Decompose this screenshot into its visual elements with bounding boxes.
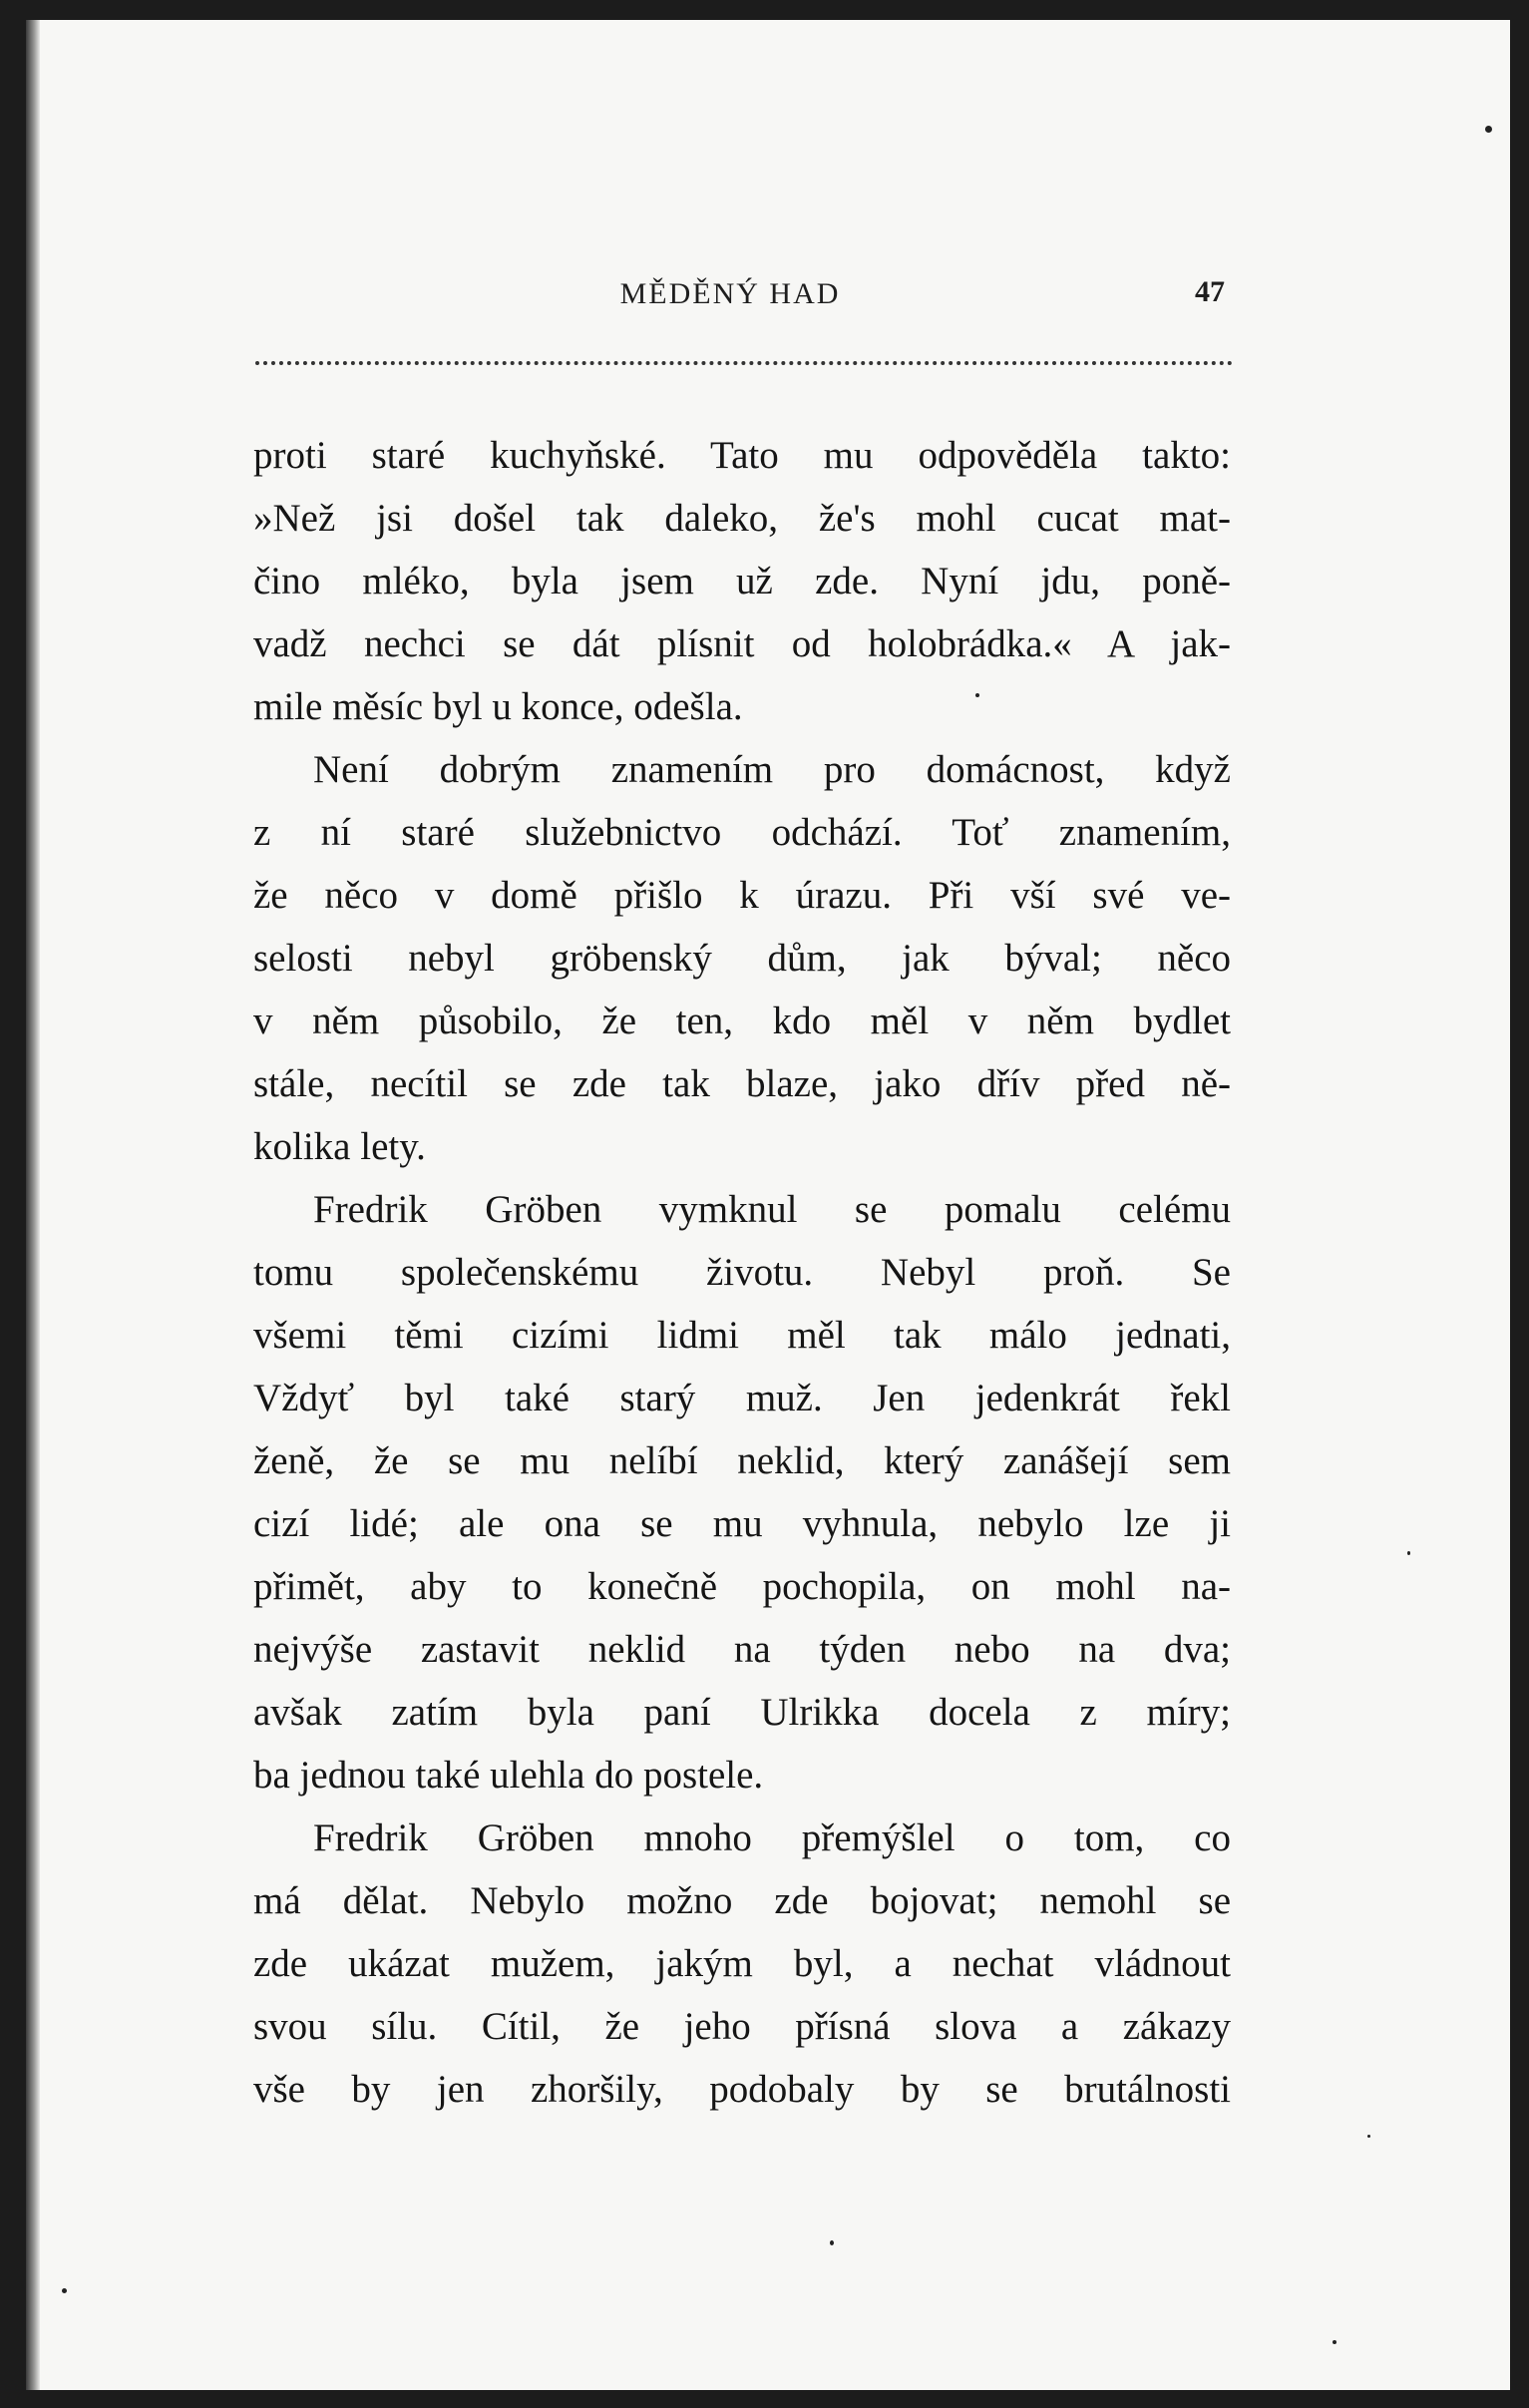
binding-edge [26, 20, 40, 2390]
text-line: Není dobrým znamením pro domácnost, když [313, 748, 1231, 791]
text-line: mile měsíc byl u konce, odešla. [253, 685, 743, 728]
text-line: ba jednou také ulehla do postele. [253, 1754, 764, 1797]
text-line: tomu společenskému životu. Nebyl proň. Se [253, 1251, 1231, 1294]
text-line: Fredrik Gröben vymknul se pomalu celému [313, 1188, 1231, 1231]
text-line: nejvýše zastavit neklid na týden nebo na dva; [253, 1628, 1231, 1671]
text-line: z ní staré služebnictvo odchází. Toť znamením, [253, 811, 1231, 854]
text-line: vše by jen zhoršily, podobaly by se brutálnosti [253, 2068, 1231, 2111]
scan-speck [975, 693, 979, 697]
text-line: zde ukázat mužem, jakým byl, a nechat vládnout [253, 1942, 1231, 1985]
text-line: Vždyť byl také starý muž. Jen jedenkrát řekl [253, 1377, 1231, 1419]
running-title: MĚDĚNÝ HAD [619, 277, 841, 310]
text-line: proti staré kuchyňské. Tato mu odpověděla takto: [253, 434, 1231, 477]
text-line: ženě, že se mu nelíbí neklid, který zanášejí sem [253, 1439, 1231, 1482]
scan-speck [1407, 1551, 1410, 1555]
text-line: svou sílu. Cítil, že jeho přísná slova a zákazy [253, 2005, 1231, 2048]
page-number: 47 [1195, 275, 1225, 308]
text-line: přimět, aby to konečně pochopila, on mohl na- [253, 1565, 1231, 1608]
text-line: avšak zatím byla paní Ulrikka docela z míry; [253, 1691, 1231, 1734]
text-line: že něco v domě přišlo k úrazu. Při vší své ve- [253, 874, 1231, 917]
scan-speck [1333, 2340, 1337, 2344]
text-line: má dělat. Nebylo možno zde bojovat; nemohl se [253, 1879, 1231, 1922]
scan-speck [830, 2240, 834, 2245]
body-text [253, 424, 1231, 2121]
text-line: selosti nebyl gröbenský dům, jak býval; něco [253, 937, 1231, 980]
text-line: všemi těmi cizími lidmi měl tak málo jednati, [253, 1314, 1231, 1357]
book-page [26, 20, 1510, 2390]
header-rule [255, 361, 1233, 365]
scan-speck [1485, 126, 1492, 133]
scan-speck [1367, 2135, 1370, 2138]
text-line: Fredrik Gröben mnoho přemýšlel o tom, co [313, 1816, 1231, 1859]
text-line: v něm působilo, že ten, kdo měl v něm bydlet [253, 1000, 1231, 1042]
text-line: »Než jsi došel tak daleko, že's mohl cucat mat- [253, 497, 1231, 540]
text-line: cizí lidé; ale ona se mu vyhnula, nebylo lze ji [253, 1502, 1231, 1545]
text-line: vadž nechci se dát plísnit od holobrádka.« A jak- [253, 622, 1231, 665]
text-line: kolika lety. [253, 1125, 426, 1168]
text-line: čino mléko, byla jsem už zde. Nyní jdu, poně- [253, 560, 1231, 602]
text-line: stále, necítil se zde tak blaze, jako dřív před ně- [253, 1062, 1231, 1105]
scan-speck [62, 2288, 67, 2293]
running-head [235, 277, 1225, 327]
